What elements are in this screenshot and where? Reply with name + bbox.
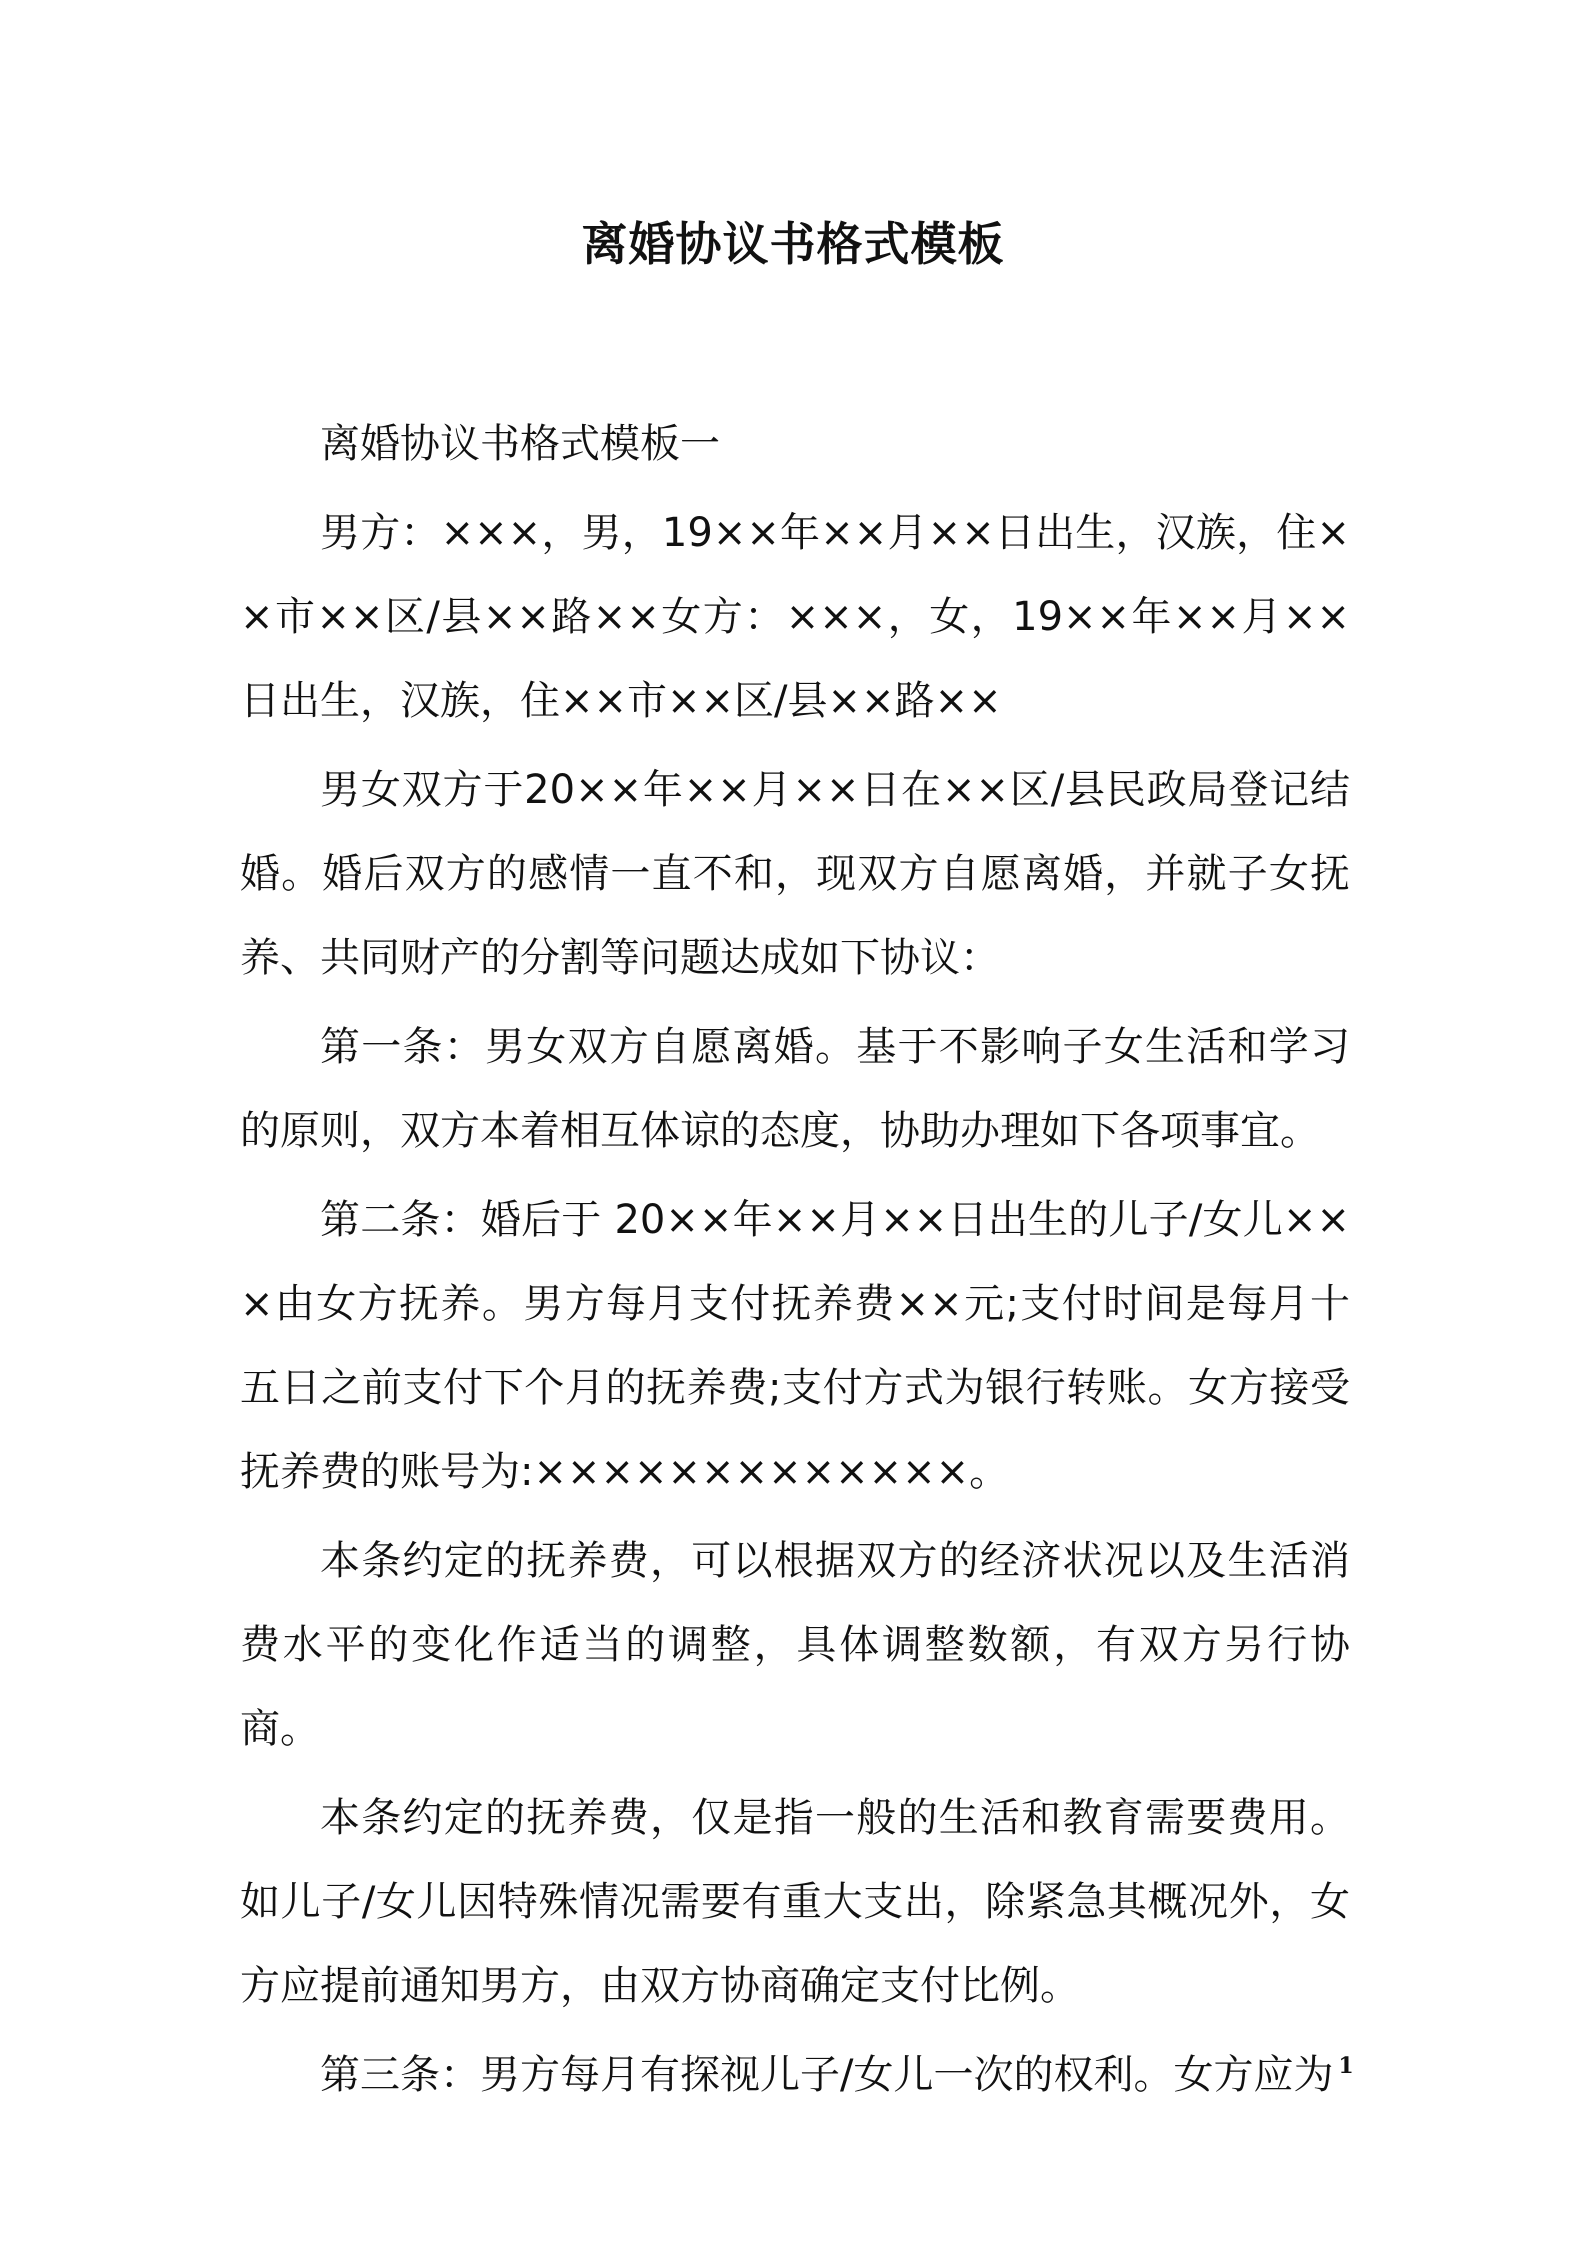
page-number: 1 <box>1338 2053 1354 2079</box>
support-scope-paragraph: 本条约定的抚养费，仅是指一般的生活和教育需要费用。如儿子/女儿因特殊情况需要有重大支出，除紧急其概况外，女方应提前通知男方，由双方协商确定支付比例。 <box>240 1795 1350 2009</box>
article-three-paragraph: 第三条：男方每月有探视儿子/女儿一次的权利。女方应为 <box>320 2052 1334 2098</box>
support-adjustment-paragraph: 本条约定的抚养费，可以根据双方的经济状况以及生活消费水平的变化作适当的调整，具体调整数额，有双方另行协商。 <box>240 1538 1350 1752</box>
article-one-paragraph: 第一条：男女双方自愿离婚。基于不影响子女生活和学习的原则，双方本着相互体谅的态度，协助办理如下各项事宜。 <box>240 1024 1350 1154</box>
document-title: 离婚协议书格式模板 <box>581 217 1005 271</box>
document-body <box>240 402 1350 2122</box>
marriage-paragraph: 男女双方于20××年××月××日在××区/县民政局登记结婚。婚后双方的感情一直不和，现双方自愿离婚，并就子女抚养、共同财产的分割等问题达成如下协议： <box>240 767 1350 981</box>
parties-paragraph: 男方：×××，男，19××年××月××日出生，汉族，住××市××区/县××路××女方：×××，女，19××年××月××日出生，汉族，住××市××区/县××路×× <box>240 510 1350 724</box>
article-two-paragraph: 第二条：婚后于 20××年××月××日出生的儿子/女儿×××由女方抚养。男方每月支付抚养费××元;支付时间是每月十五日之前支付下个月的抚养费;支付方式为银行转账。女方接受抚养费的账号为:×××××××××××××。 <box>240 1197 1350 1495</box>
subtitle-paragraph: 离婚协议书格式模板一 <box>320 421 720 467</box>
